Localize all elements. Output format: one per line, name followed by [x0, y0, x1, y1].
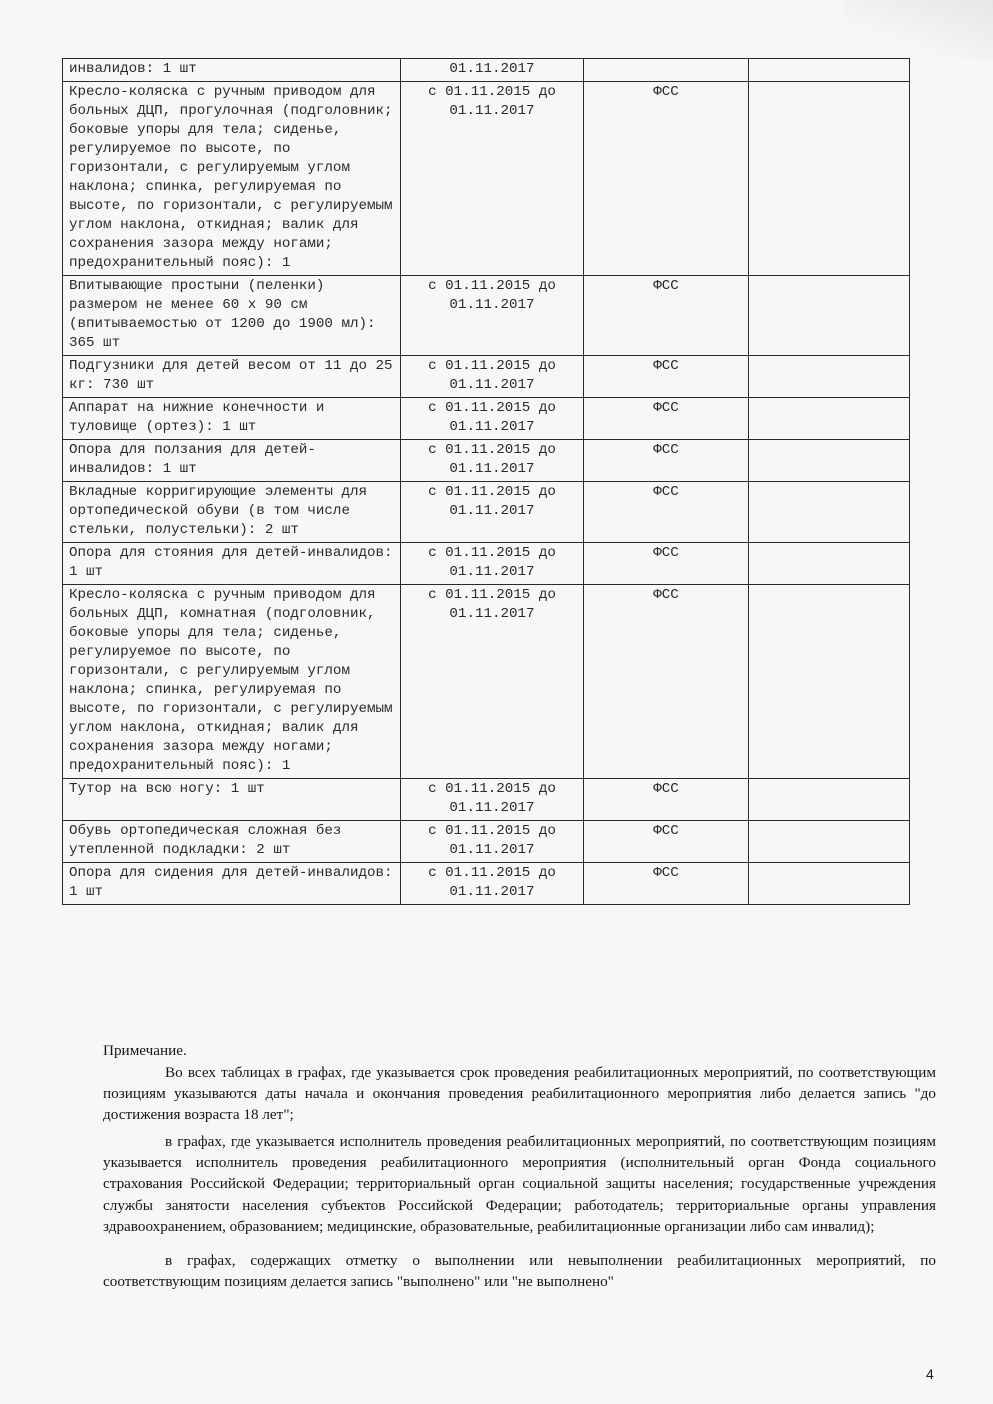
term-cell: с 01.11.2015 до 01.11.2017 [401, 779, 584, 821]
mark-cell [749, 779, 910, 821]
item-name-cell: Подгузники для детей весом от 11 до 25 кг: 730 шт [63, 356, 401, 398]
note-paragraph-executor [103, 1131, 936, 1237]
item-name-cell: Впитывающие простыни (пеленки) размером не менее 60 х 90 см (впитываемостью от 1200 до 1900 мл): 365 шт [63, 276, 401, 356]
mark-cell [749, 398, 910, 440]
term-cell: с 01.11.2015 до 01.11.2017 [401, 356, 584, 398]
table-row [63, 863, 910, 905]
term-cell: с 01.11.2015 до 01.11.2017 [401, 82, 584, 276]
term-cell: с 01.11.2015 до 01.11.2017 [401, 863, 584, 905]
mark-cell [749, 863, 910, 905]
item-name-cell: Вкладные корригирующие элементы для ортопедической обуви (в том числе стельки, полустельки): 2 шт [63, 482, 401, 543]
executor-cell: ФСС [584, 440, 749, 482]
item-name-cell: Опора для сидения для детей-инвалидов: 1 шт [63, 863, 401, 905]
mark-cell [749, 482, 910, 543]
term-cell: с 01.11.2015 до 01.11.2017 [401, 585, 584, 779]
table-row [63, 482, 910, 543]
item-name-cell: Тутор на всю ногу: 1 шт [63, 779, 401, 821]
item-name-cell: Опора для стояния для детей-инвалидов: 1 шт [63, 543, 401, 585]
table-row [63, 398, 910, 440]
executor-cell: ФСС [584, 543, 749, 585]
executor-cell: ФСС [584, 863, 749, 905]
page-number: 4 [926, 1366, 934, 1382]
note-paragraph-text: в графах, содержащих отметку о выполнении или невыполнении реабилитационных мероприятий, по соответствующим позициям делается запись "выполнено" или "не выполнено" [103, 1252, 936, 1291]
term-cell: с 01.11.2015 до 01.11.2017 [401, 821, 584, 863]
mark-cell [749, 440, 910, 482]
executor-cell: ФСС [584, 779, 749, 821]
table-row [63, 779, 910, 821]
mark-cell [749, 59, 910, 82]
mark-cell [749, 543, 910, 585]
table-row [63, 276, 910, 356]
table-row [63, 821, 910, 863]
executor-cell: ФСС [584, 585, 749, 779]
item-name-cell: Кресло-коляска с ручным приводом для больных ДЦП, комнатная (подголовник, боковые упоры для тела; сиденье, регулируемое по высоте, по горизонтали, с регулируемым углом наклона; спинка, регулируемая по высоте, по горизонтали, с регулируемым углом наклона, откидная; валик для сохранения зазора между ногами; предохранительный пояс): 1 [63, 585, 401, 779]
executor-cell: ФСС [584, 82, 749, 276]
note-paragraph-text: Во всех таблицах в графах, где указывается срок проведения реабилитационных мероприятий, по соответствующим позициям указываются даты начала и окончания проведения реабилитационного мероприятия либо делается запись "до достижения возраста 18 лет"; [103, 1064, 936, 1124]
item-name-cell: Кресло-коляска с ручным приводом для больных ДЦП, прогулочная (подголовник; боковые упоры для тела; сиденье, регулируемое по высоте, по горизонтали, с регулируемым углом наклона; спинка, регулируемая по высоте, по горизонтали, с регулируемым углом наклона, откидная; валик для сохранения зазора между ногами; предохранительный пояс): 1 [63, 82, 401, 276]
mark-cell [749, 276, 910, 356]
term-cell: с 01.11.2015 до 01.11.2017 [401, 398, 584, 440]
rehabilitation-table [62, 58, 910, 905]
executor-cell: ФСС [584, 276, 749, 356]
table-row [63, 543, 910, 585]
term-cell: с 01.11.2015 до 01.11.2017 [401, 440, 584, 482]
executor-cell: ФСС [584, 356, 749, 398]
term-cell: 01.11.2017 [401, 59, 584, 82]
mark-cell [749, 356, 910, 398]
table-row [63, 585, 910, 779]
executor-cell: ФСС [584, 398, 749, 440]
note-paragraph-completion [103, 1250, 936, 1292]
term-cell: с 01.11.2015 до 01.11.2017 [401, 276, 584, 356]
item-name-cell: Аппарат на нижние конечности и туловище (ортез): 1 шт [63, 398, 401, 440]
note-paragraph-text: в графах, где указывается исполнитель проведения реабилитационных мероприятий, по соответствующим позициям указывается исполнитель проведения реабилитационного мероприятия (исполнительный орган Фонда социального страхования Российской Федерации; территориальный орган социальной защиты населения; государственные учреждения службы занятости населения субъектов Российской Федерации; работодатель; территориальные органы управления здравоохранением, образованием; медицинские, образовательные, реабилитационные организации либо сам инвалид); [103, 1133, 936, 1235]
note-title: Примечание. [103, 1042, 187, 1059]
mark-cell [749, 821, 910, 863]
term-cell: с 01.11.2015 до 01.11.2017 [401, 482, 584, 543]
mark-cell [749, 585, 910, 779]
note-paragraph-terms [103, 1062, 936, 1126]
executor-cell: ФСС [584, 821, 749, 863]
executor-cell [584, 59, 749, 82]
table-row [63, 82, 910, 276]
table-row [63, 59, 910, 82]
executor-cell: ФСС [584, 482, 749, 543]
table-row [63, 440, 910, 482]
term-cell: с 01.11.2015 до 01.11.2017 [401, 543, 584, 585]
item-name-cell: Опора для ползания для детей-инвалидов: 1 шт [63, 440, 401, 482]
mark-cell [749, 82, 910, 276]
item-name-cell: инвалидов: 1 шт [63, 59, 401, 82]
item-name-cell: Обувь ортопедическая сложная без утепленной подкладки: 2 шт [63, 821, 401, 863]
page-corner-shadow [843, 0, 993, 60]
table-row [63, 356, 910, 398]
